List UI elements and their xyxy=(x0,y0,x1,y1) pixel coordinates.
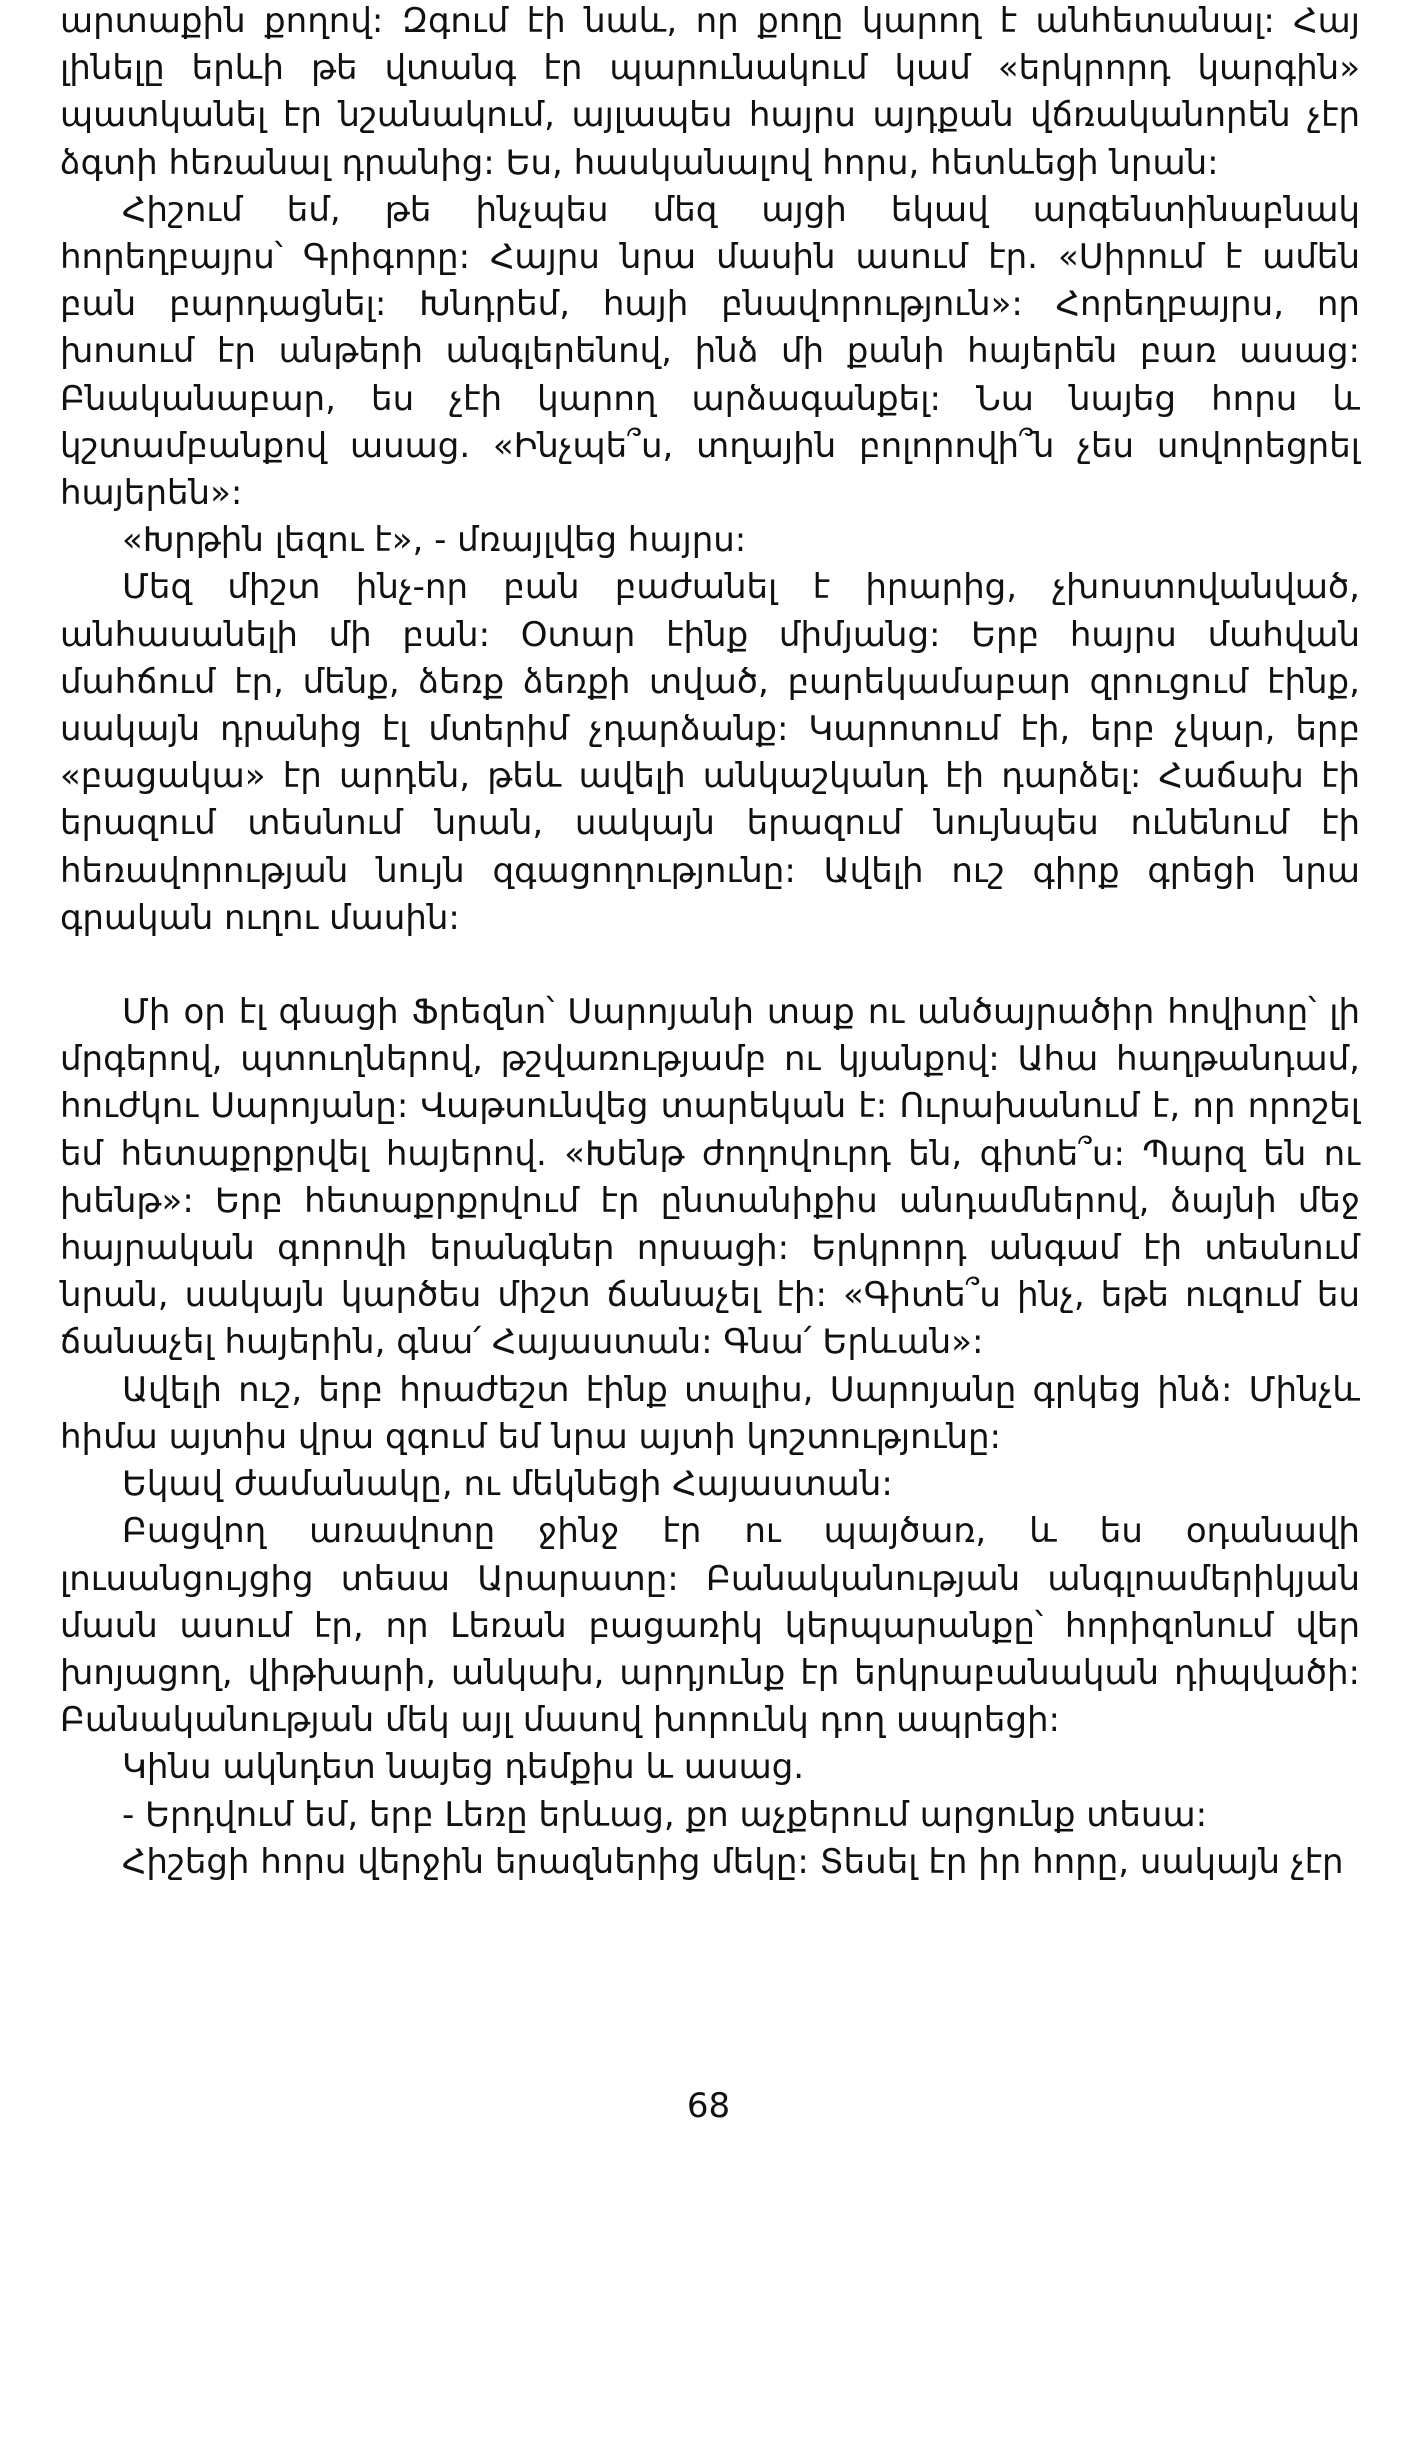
paragraph: - Երդվում եմ, երբ Լեռը երևաց, քո աչքերում արցունք տեսա: xyxy=(122,1794,1208,1835)
paragraph: Կինս ակնդետ նայեց դեմքիս և ասաց. xyxy=(122,1747,805,1788)
section-break xyxy=(60,942,1360,989)
paragraph: Բացվող առավոտը ջինջ էր ու պայծառ, և ես օդանավի լուսանցույցից տեսա Արարատը: Բանականության անգլոամերիկյան մասն ասում էր, որ Լեռան բացառիկ կերպարանքը՝ հորիզոնում վեր խոյացող, վիթխարի, անկախ, արդյունք էր երկրաբանական դիպվածի: Բանականության մեկ այլ մասով խորունկ դող ապրեցի: xyxy=(60,1511,1360,1741)
paragraph: Ավելի ուշ, երբ հրաժեշտ էինք տալիս, Սարոյանը գրկեց ինձ: Մինչև հիմա այտիս վրա զգում եմ նրա այտի կոշտությունը: xyxy=(60,1369,1360,1457)
paragraph: «Խրթին լեզու է», - մռայլվեց հայրս: xyxy=(122,520,747,561)
page-body-text xyxy=(60,0,1360,1886)
paragraph: Եկավ ժամանակը, ու մեկնեցի Հայաստան: xyxy=(122,1464,893,1505)
paragraph: Հիշեցի հորս վերջին երազներից մեկը: Տեսել էր իր հորը, սակայն չէր xyxy=(122,1841,1344,1882)
paragraph: արտաքին քողով: Զգում էի նաև, որ քողը կարող է անհետանալ: Հայ լինելը երևի թե վտանգ էր պարունակում կամ «երկրորդ կարգին» պատկանել էր նշանակում, այլապես հայրս այդքան վճռականորեն չէր ձգտի հեռանալ դրանից: Ես, հասկանալով հորս, հետևեցի նրան: xyxy=(60,1,1360,183)
paragraph: Մի օր էլ գնացի Ֆրեզնո՝ Սարոյանի տաք ու անծայրածիր հովիտը՝ լի մրգերով, պտուղներով, թշվառությամբ ու կյանքով: Ահա հաղթանդամ, հուժկու Սարոյանը: Վաթսունվեց տարեկան է: Ուրախանում է, որ որոշել եմ հետաքրքրվել հայերով. «Խենթ ժողովուրդ են, գիտե՞ս: Պարզ են ու խենթ»: Երբ հետաքրքրվում էր ընտանիքիս անդամներով, ձայնի մեջ հայրական գորովի երանգներ որսացի: Երկրորդ անգամ էի տեսնում նրան, սակայն կարծես միշտ ճանաչել էի: «Գիտե՞ս ինչ, եթե ուզում ես ճանաչել հայերին, գնա՛ Հայաստան: Գնա՛ Երևան»: xyxy=(60,992,1360,1363)
paragraph: Հիշում եմ, թե ինչպես մեզ այցի եկավ արգենտինաբնակ հորեղբայրս՝ Գրիգորը: Հայրս նրա մասին ասում էր. «Սիրում է ամեն բան բարդացնել: Խնդրեմ, հայի բնավորություն»: Հորեղբայրս, որ խոսում էր անթերի անգլերենով, ինձ մի քանի հայերեն բառ ասաց: Բնականաբար, ես չէի կարող արձագանքել: Նա նայեց հորս և կշտամբանքով ասաց. «Ինչպե՞ս, տղային բոլորովի՞ն չես սովորեցրել հայերեն»: xyxy=(60,189,1360,514)
paragraph: Մեզ միշտ ինչ-որ բան բաժանել է իրարից, չխոստովանված, անհասանելի մի բան: Օտար էինք միմյանց: Երբ հայրս մահվան մահճում էր, մենք, ձեռք ձեռքի տված, բարեկամաբար զրուցում էինք, սակայն դրանից էլ մտերիմ չդարձանք: Կարոտում էի, երբ չկար, երբ «բացակա» էր արդեն, թեև ավելի անկաշկանդ էի դարձել: Հաճախ էի երազում տեսնում նրան, սակայն երազում նույնպես ունենում էի հեռավորության նույն զգացողությունը: Ավելի ուշ գիրք գրեցի նրա գրական ուղու մասին: xyxy=(60,567,1360,938)
page-number: 68 xyxy=(686,2086,731,2126)
